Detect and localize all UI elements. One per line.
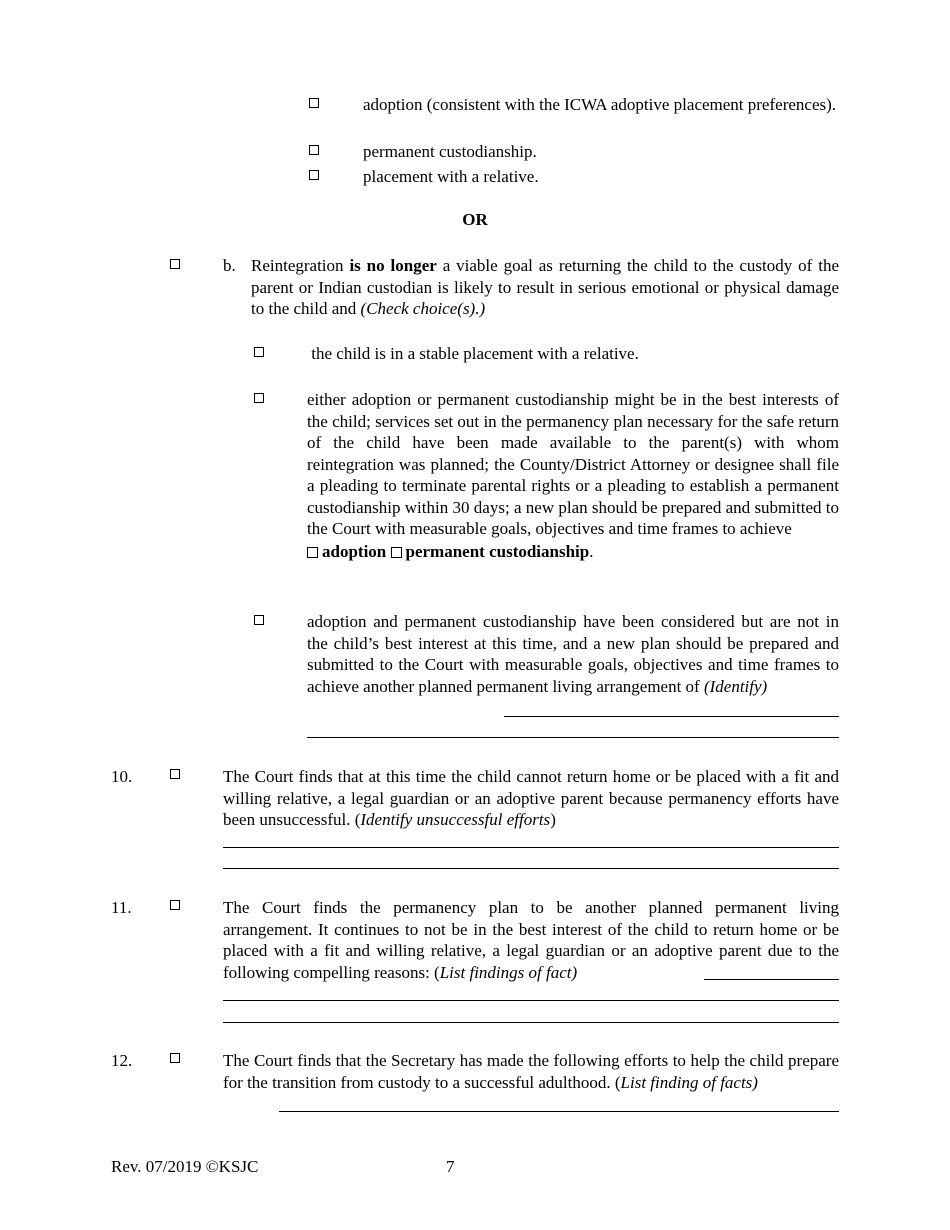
- section-b-instruction: (Check choice(s).): [360, 299, 486, 318]
- other-arrangement-line-2[interactable]: [307, 737, 839, 738]
- item-10-number: 10.: [111, 767, 133, 786]
- item-10-line-1[interactable]: [223, 847, 839, 848]
- option-adoption-or-custodianship-text: either adoption or permanent custodianship might be in the best interests of the child; services set out in the permanency plan necessary for the safe return of the child have been made available to the parent(s) with whom reintegration was planned; the County/District Attorney or designee shall file a pleading to terminate parental rights or a pleading to establish a permanent custodianship within 30 days; a new plan should be prepared and submitted to the Court with measurable goals, objectives and time frames to achieve: [307, 390, 839, 538]
- section-b-letter: b.: [223, 256, 236, 275]
- other-arrangement-line-1[interactable]: [504, 716, 839, 717]
- checkbox-item-11[interactable]: [170, 900, 180, 910]
- or-separator: OR: [462, 210, 488, 229]
- checkbox-section-b[interactable]: [170, 259, 180, 269]
- item-10-text: [223, 766, 839, 831]
- item-12-body: The Court finds that the Secretary has made the following efforts to help the child prepare for the transition from custody to a successful adulthood. (: [223, 1051, 839, 1092]
- option-permanent-custodianship: permanent custodianship.: [363, 142, 537, 161]
- item-12-text: [223, 1050, 839, 1093]
- item-10-line-2[interactable]: [223, 868, 839, 869]
- option-stable-relative: the child is in a stable placement with a relative.: [307, 344, 639, 363]
- other-arrangement-text: adoption and permanent custodianship have been considered but are not in the child’s best interest at this time, and a new plan should be prepared and submitted to the Court with measurable goals, objectives and time frames to achieve another planned permanent living arrangement of: [307, 612, 839, 696]
- checkbox-adoption-icwa[interactable]: [309, 98, 319, 108]
- option-adoption-icwa: adoption (consistent with the ICWA adoptive placement preferences).: [363, 95, 837, 114]
- sub-adoption-label: adoption: [322, 541, 387, 561]
- item-12-number: 12.: [111, 1051, 133, 1070]
- item-12-line[interactable]: [279, 1111, 839, 1112]
- sub-custodianship-label: permanent custodianship: [405, 541, 590, 561]
- achieve-choices: [307, 541, 839, 563]
- item-11-number: 11.: [111, 898, 132, 917]
- checkbox-item-12[interactable]: [170, 1053, 180, 1063]
- checkbox-other-arrangement[interactable]: [254, 615, 264, 625]
- item-11-body: The Court finds the permanency plan to be another planned permanent living arrangement. It continues to not be in the best interest of the child to return home or be placed with a fit and willing relative, a legal guardian or an adoptive parent due to the following compelling reasons: (: [223, 898, 839, 982]
- checkbox-stable-relative[interactable]: [254, 347, 264, 357]
- footer-page-number: 7: [446, 1157, 455, 1176]
- checkbox-adoption-or-custodianship[interactable]: [254, 393, 264, 403]
- checkbox-permanent-custodianship[interactable]: [309, 145, 319, 155]
- section-b-text-after: a viable goal as returning the child to the custody of the parent or Indian custodian is likely to result in serious emotional or physical damage to the child and: [251, 256, 840, 318]
- item-11-line-1[interactable]: [223, 1000, 839, 1001]
- checkbox-placement-relative[interactable]: [309, 170, 319, 180]
- option-other-arrangement: [307, 611, 839, 697]
- item-11-text: [223, 897, 839, 983]
- sub-period: .: [589, 541, 594, 561]
- item-10-close: ): [550, 810, 556, 829]
- section-b-text-bold: is no longer: [349, 256, 437, 275]
- item-10-body: The Court finds that at this time the child cannot return home or be placed with a fit and willing relative, a legal guardian or an adoptive parent because permanency efforts have been unsuccessful. (: [223, 767, 839, 829]
- footer-revision: Rev. 07/2019 ©KSJC: [111, 1157, 259, 1176]
- checkbox-sub-adoption[interactable]: [307, 547, 318, 558]
- item-11-line-2[interactable]: [223, 1022, 839, 1023]
- checkbox-item-10[interactable]: [170, 769, 180, 779]
- item-11-line-inline[interactable]: [704, 979, 839, 980]
- section-b-text-before: Reintegration: [251, 256, 350, 275]
- item-12-instruction: List finding of facts): [620, 1072, 758, 1092]
- item-11-instruction: List findings of fact): [439, 962, 578, 982]
- option-adoption-or-custodianship: [307, 389, 839, 562]
- section-b-text: [251, 255, 839, 320]
- other-identify-instruction: (Identify): [703, 676, 768, 696]
- option-placement-relative: placement with a relative.: [363, 167, 539, 186]
- item-10-instruction: Identify unsuccessful efforts: [360, 810, 551, 829]
- checkbox-sub-custodianship[interactable]: [391, 547, 402, 558]
